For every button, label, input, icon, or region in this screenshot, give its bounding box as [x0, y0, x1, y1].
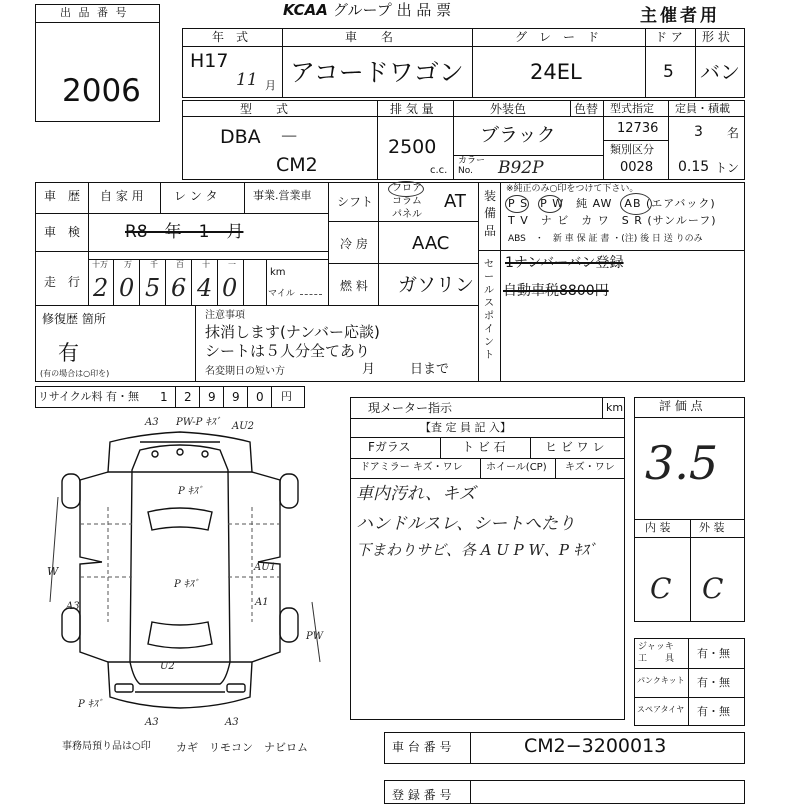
ab-circle [620, 193, 652, 215]
damage-au2: AU2 [232, 421, 255, 432]
jack-label: ジャッキ 工 具 [638, 642, 675, 664]
glass-chip: ト ビ 石 [462, 440, 506, 454]
year-era: H17 [190, 50, 229, 72]
hand-note-3: 下まわりサビ、各 A U P W、P ｷｽﾞ [356, 541, 597, 559]
damage-a3-bottom-2: A3 [225, 717, 239, 728]
spare-label: スペアタイヤ [637, 705, 685, 714]
repair-note: (有の場合は○印を) [40, 369, 110, 378]
interior-label: 内 装 [645, 521, 671, 534]
meter-label: 現メーター指示 [368, 401, 453, 415]
shift-floor: フロア [392, 183, 422, 194]
exterior-grade: C [702, 572, 724, 605]
recycle-digit-4: 9 [232, 390, 240, 404]
history-rental: レ ン タ [174, 189, 218, 203]
mileage-unit-3: 千 [150, 260, 158, 269]
sales-line-1: 1ナンバーバン登録 [505, 255, 624, 271]
deadline-day: 日まで [410, 362, 450, 377]
cap-label: 定員・積載 [675, 102, 730, 115]
mileage-mile: マイル [268, 289, 295, 299]
mileage-label: 走 行 [44, 275, 81, 289]
load-value: 0.15 [678, 159, 710, 175]
score-value: 3.5 [645, 436, 719, 490]
grade-value: 24EL [530, 60, 582, 84]
damage-a3-left: A3 [66, 601, 80, 612]
type-label: 型式指定 [610, 102, 654, 115]
sales-label: セ ー ル ス ポ イ ン ト [484, 259, 494, 361]
recycle-digit-5: 0 [256, 390, 264, 404]
ac-value: AAC [412, 233, 450, 254]
model-value: CM2 [276, 154, 318, 176]
damage-a1: A1 [255, 597, 269, 608]
equip-line-1: P S P W 純 AW AB (エアバック) [508, 197, 716, 210]
damage-p-hood: P ｷｽﾞ [178, 486, 203, 497]
class-no-value: 0028 [620, 160, 654, 175]
notes-line-1: 抹消します(ナンバー応談) [205, 323, 380, 341]
capacity-unit: 名 [727, 126, 740, 140]
color-value: ブラック [480, 124, 556, 146]
mileage-digit-3: 5 [145, 274, 161, 302]
mileage-digit-4: 6 [171, 274, 187, 302]
mileage-unit-1: 十万 [92, 260, 108, 269]
puncture-value: 有・無 [697, 676, 730, 689]
score-label: 評 価 点 [659, 399, 703, 413]
shift-panel: パネル [392, 209, 422, 220]
damage-p-roof: P ｷｽﾞ [174, 579, 199, 590]
color-label: 外装色 [490, 102, 527, 116]
brand-logo: KCAA [283, 1, 328, 19]
equip-line-2: T V ナ ビ カ ワ S R (サンルーフ) [508, 214, 717, 227]
notes-label: 注意事項 [205, 310, 245, 321]
fuel-value: ガソリン [398, 274, 475, 296]
capacity-value: 3 [694, 124, 703, 140]
exterior-label: 外 装 [699, 521, 725, 534]
equip-note: ※純正のみ○印をつけて下さい。 [506, 184, 639, 194]
model-prefix: DBA － [220, 126, 299, 148]
color-no-label: カラー No. [458, 156, 486, 176]
class-label: 類別区分 [610, 143, 654, 156]
car-name: アコードワゴン [290, 58, 464, 87]
model-label: 型 式 [240, 102, 289, 116]
office-items: カギ リモコン ナビロム [176, 741, 308, 754]
shift-value: AT [444, 191, 466, 212]
damage-au1: AU1 [254, 562, 277, 573]
sheet-title: グループ 出 品 票 [333, 1, 452, 19]
name-label: 車 名 [345, 30, 394, 44]
mileage-km: km [270, 267, 286, 278]
history-label: 車 歴 [44, 189, 81, 203]
car-diagram [40, 412, 340, 742]
type-no-value: 12736 [617, 121, 659, 136]
deadline-label: 名変期日の短い方 [205, 366, 285, 377]
year-label: 年 式 [212, 30, 249, 44]
jack-value: 有・無 [697, 647, 730, 660]
sales-line-2: 自動車税8800円 [503, 283, 609, 299]
interior-grade: C [650, 572, 672, 605]
inspector-label: 【査 定 員 記 入】 [420, 421, 511, 434]
repair-value: 有 [58, 341, 79, 365]
mirror-label: ドアミラー キズ・ワレ [360, 462, 463, 473]
damage-a3-bottom-1: A3 [145, 717, 159, 728]
hand-note-2: ハンドルスレ、シートへたり [356, 514, 576, 534]
body-value: バン [700, 60, 740, 84]
meter-unit: km [606, 401, 624, 414]
notes-line-2: シートは５人分全てあり [205, 342, 371, 360]
mileage-unit-5: 十 [202, 260, 210, 269]
repair-label: 修復歴 箇所 [42, 312, 106, 326]
fuel-label: 燃 料 [340, 279, 368, 293]
month-unit: 月 [265, 79, 276, 92]
recycle-digit-3: 9 [208, 390, 216, 404]
office-label: 事務局預り品は○印 [62, 741, 151, 752]
grade-label: グ レ ー ド [515, 30, 600, 44]
equip-line-3: ABS ・ 新 車 保 証 書 ・(注) 後 日 送 りのみ [508, 234, 703, 244]
damage-pw-right: PW [306, 631, 324, 642]
recycle-digit-2: 2 [184, 390, 192, 404]
doors-value: 5 [663, 62, 674, 82]
disp-value: 2500 [388, 136, 437, 158]
mileage-unit-4: 百 [176, 260, 184, 269]
recycle-label: リサイクル料 有・無 [38, 390, 139, 403]
shift-column: コラム [392, 196, 422, 207]
equip-label: 装 備 品 [484, 189, 497, 238]
color-change-label: 色替 [574, 102, 599, 116]
glass-label: Fガラス [368, 440, 411, 454]
mileage-unit-6: 一 [228, 260, 236, 269]
lot-number-label: 出 品 番 号 [60, 6, 129, 19]
color-no-value: B92P [498, 158, 544, 178]
mileage-digit-5: 4 [197, 274, 213, 302]
mileage-digit-6: 0 [222, 274, 238, 302]
history-commercial: 事業.営業車 [253, 189, 312, 202]
disp-label: 排 気 量 [390, 102, 434, 116]
mileage-digit-2: 0 [119, 274, 135, 302]
registration-label: 登 録 番 号 [392, 788, 452, 802]
history-own: 自 家 用 [100, 189, 144, 203]
wheel-label: ホイール(CP) [486, 462, 547, 473]
lot-number: 2006 [62, 73, 141, 109]
damage-a3-top: A3 [145, 417, 159, 428]
disp-unit: c.c. [430, 165, 448, 176]
damage-p-rear: P ｷｽﾞ [78, 699, 103, 710]
body-label: 形 状 [702, 30, 730, 44]
deadline-month: 月 [362, 362, 376, 377]
chassis-label: 車 台 番 号 [392, 740, 452, 754]
spare-value: 有・無 [697, 705, 730, 718]
shift-label: シフト [337, 195, 374, 209]
ps-circle [505, 195, 529, 213]
inspection-label: 車 検 [44, 225, 81, 239]
floor-circle [388, 181, 424, 197]
damage-pw-top: PW-P ｷｽﾞ [176, 417, 221, 428]
inspection-value: R8 年 1 月 [125, 222, 244, 242]
glass-crack: ヒ ビ ワ レ [545, 440, 605, 454]
wheel-option: キズ・ワレ [565, 462, 615, 473]
year-month: 11 [236, 70, 258, 90]
load-unit: トン [715, 161, 740, 175]
mileage-digit-1: 2 [93, 274, 109, 302]
doors-label: ド ア [655, 30, 683, 44]
chassis-number: CM2−3200013 [524, 735, 667, 757]
pw-circle [538, 195, 562, 213]
recycle-digit-1: 1 [160, 390, 168, 404]
recycle-unit: 円 [281, 390, 292, 403]
damage-w-left: W [47, 565, 59, 578]
puncture-label: パンクキット [637, 676, 685, 685]
hand-note-1: 車内汚れ、キズ [356, 484, 476, 504]
ac-label: 冷 房 [340, 237, 368, 251]
organizer-label: 主催者用 [640, 6, 720, 26]
mileage-unit-2: 万 [124, 260, 132, 269]
damage-u2: U2 [160, 661, 175, 672]
